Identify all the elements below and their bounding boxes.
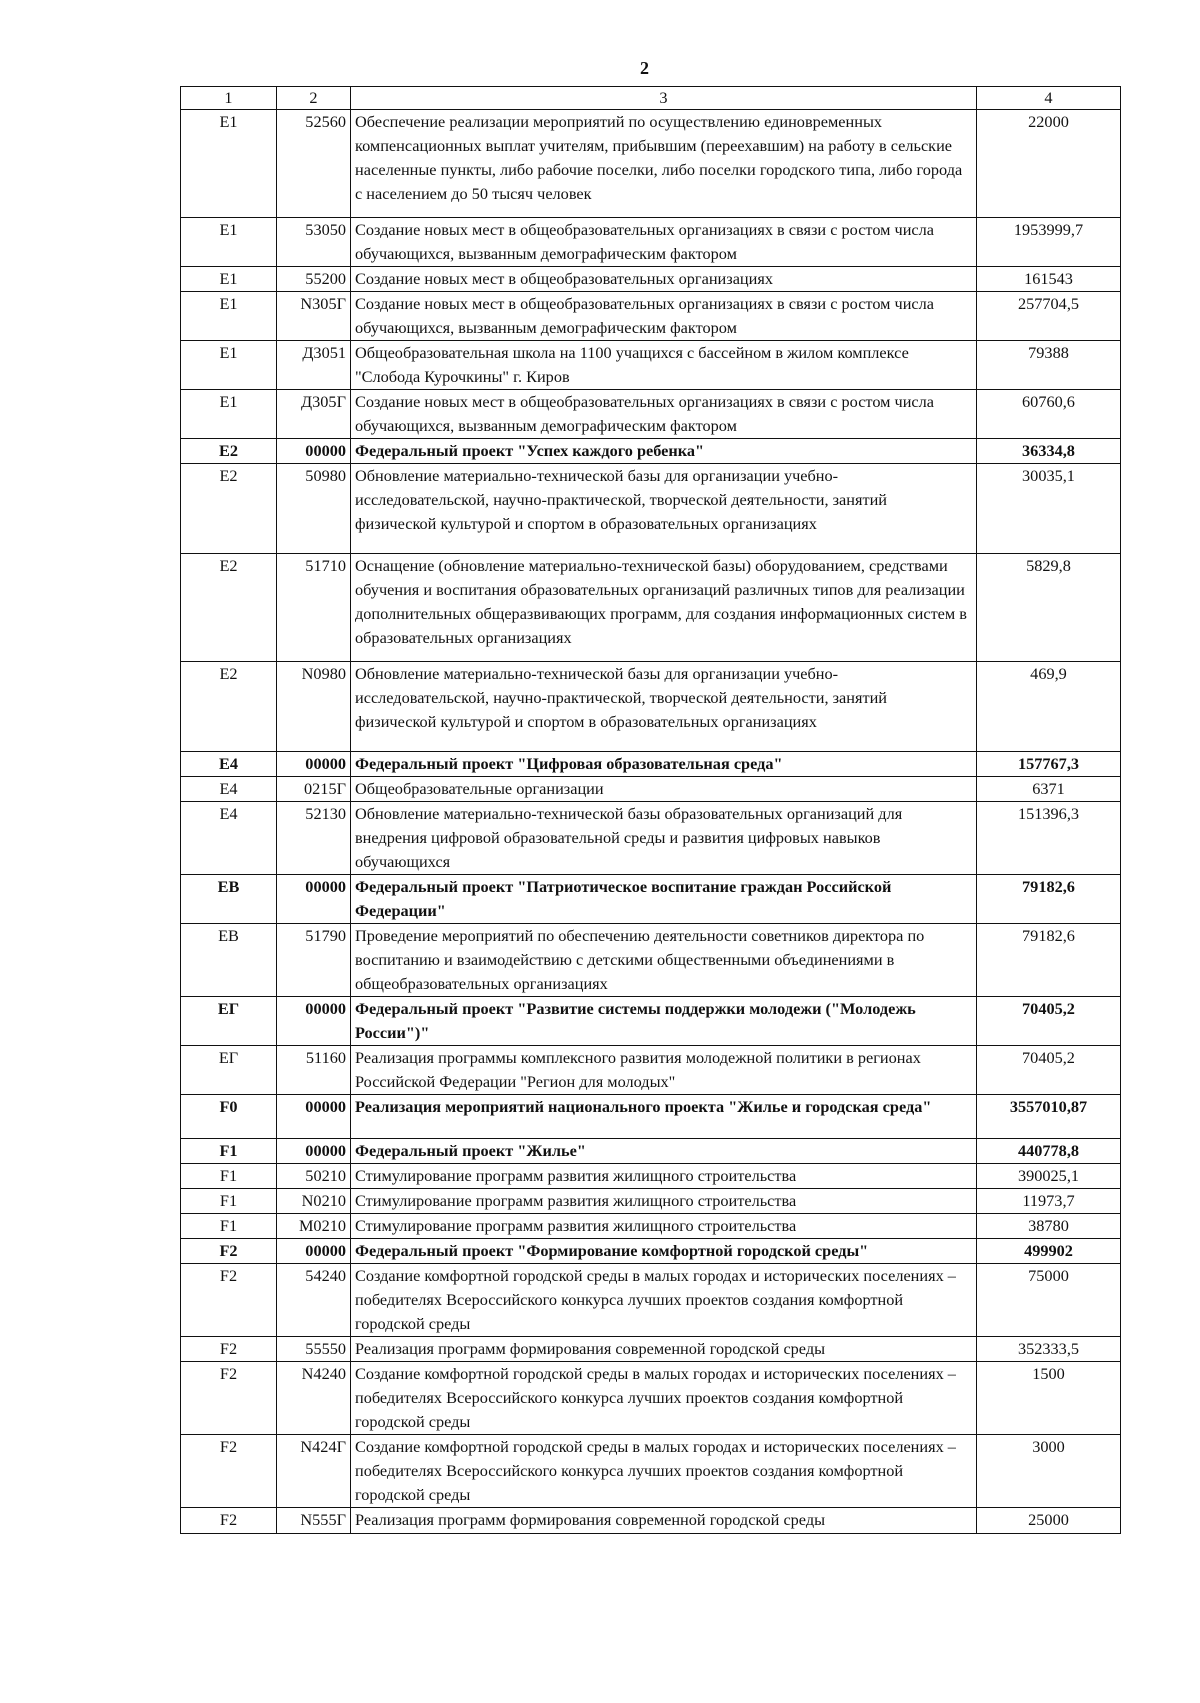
code-cell: 0215Г — [277, 777, 351, 802]
category-cell: F2 — [181, 1264, 277, 1337]
amount-cell: 352333,5 — [977, 1337, 1121, 1362]
description-cell: Федеральный проект "Жилье" — [351, 1139, 977, 1164]
code-cell: Д3051 — [277, 341, 351, 390]
code-cell: 00000 — [277, 1239, 351, 1264]
table-row — [181, 1264, 1121, 1337]
code-cell: 53050 — [277, 218, 351, 267]
budget-table — [180, 86, 1121, 1534]
category-cell: EГ — [181, 1046, 277, 1095]
table-row — [181, 439, 1121, 464]
code-cell: 52560 — [277, 110, 351, 218]
amount-cell: 1500 — [977, 1362, 1121, 1435]
table-row — [181, 875, 1121, 924]
amount-cell: 70405,2 — [977, 997, 1121, 1046]
page-number: 2 — [640, 58, 649, 78]
category-cell: E4 — [181, 752, 277, 777]
table-row — [181, 1508, 1121, 1534]
amount-cell: 390025,1 — [977, 1164, 1121, 1189]
description-cell: Стимулирование программ развития жилищного строительства — [351, 1189, 977, 1214]
table-body — [181, 110, 1121, 1534]
category-cell: E2 — [181, 464, 277, 554]
description-cell: Создание новых мест в общеобразовательных организациях в связи с ростом числа обучающихся, вызванным демографическим фактором — [351, 390, 977, 439]
description-cell: Федеральный проект "Развитие системы поддержки молодежи ("Молодежь России")" — [351, 997, 977, 1046]
table-row — [181, 292, 1121, 341]
category-cell: EB — [181, 924, 277, 997]
category-cell: E4 — [181, 777, 277, 802]
table-row — [181, 924, 1121, 997]
description-cell: Обновление материально-технической базы для организации учебно-исследовательской, научно-практической, творческой деятельности, занятий физической культурой и спортом в образовательных организациях — [351, 464, 977, 554]
header-row — [181, 87, 1121, 110]
category-cell: E1 — [181, 341, 277, 390]
amount-cell: 499902 — [977, 1239, 1121, 1264]
code-cell: 00000 — [277, 752, 351, 777]
amount-cell: 1953999,7 — [977, 218, 1121, 267]
header-col-2: 2 — [277, 87, 351, 110]
code-cell: N0210 — [277, 1189, 351, 1214]
header-col-3: 3 — [351, 87, 977, 110]
amount-cell: 75000 — [977, 1264, 1121, 1337]
description-cell: Реализация программы комплексного развития молодежной политики в регионах Российской Федерации "Регион для молодых" — [351, 1046, 977, 1095]
code-cell: N4240 — [277, 1362, 351, 1435]
code-cell: 54240 — [277, 1264, 351, 1337]
amount-cell: 11973,7 — [977, 1189, 1121, 1214]
table-row — [181, 1214, 1121, 1239]
amount-cell: 79388 — [977, 341, 1121, 390]
category-cell: F2 — [181, 1508, 277, 1534]
description-cell: Оснащение (обновление материально-технической базы) оборудованием, средствами обучения и воспитания образовательных организаций различных типов для реализации дополнительных общеразвивающих программ, для создания информационных систем в образовательных организациях — [351, 554, 977, 662]
code-cell: N0980 — [277, 662, 351, 752]
table-row — [181, 662, 1121, 752]
code-cell: 00000 — [277, 439, 351, 464]
code-cell: N424Г — [277, 1435, 351, 1508]
code-cell: 50210 — [277, 1164, 351, 1189]
code-cell: M0210 — [277, 1214, 351, 1239]
table-row — [181, 390, 1121, 439]
category-cell: E1 — [181, 110, 277, 218]
description-cell: Реализация программ формирования современной городской среды — [351, 1508, 977, 1534]
amount-cell: 36334,8 — [977, 439, 1121, 464]
amount-cell: 3557010,87 — [977, 1095, 1121, 1139]
category-cell: E2 — [181, 554, 277, 662]
code-cell: Д305Г — [277, 390, 351, 439]
amount-cell: 469,9 — [977, 662, 1121, 752]
code-cell: 55550 — [277, 1337, 351, 1362]
amount-cell: 30035,1 — [977, 464, 1121, 554]
category-cell: F0 — [181, 1095, 277, 1139]
table-row — [181, 267, 1121, 292]
description-cell: Реализация мероприятий национального проекта "Жилье и городская среда" — [351, 1095, 977, 1139]
category-cell: E1 — [181, 292, 277, 341]
code-cell: 51160 — [277, 1046, 351, 1095]
description-cell: Общеобразовательная школа на 1100 учащихся с бассейном в жилом комплексе "Слобода Курочкины" г. Киров — [351, 341, 977, 390]
code-cell: 51790 — [277, 924, 351, 997]
description-cell: Создание комфортной городской среды в малых городах и исторических поселениях – победителях Всероссийского конкурса лучших проектов создания комфортной городской среды — [351, 1435, 977, 1508]
amount-cell: 3000 — [977, 1435, 1121, 1508]
table-row — [181, 1362, 1121, 1435]
header-col-4: 4 — [977, 87, 1121, 110]
category-cell: E1 — [181, 218, 277, 267]
code-cell: 55200 — [277, 267, 351, 292]
table-row — [181, 1239, 1121, 1264]
description-cell: Стимулирование программ развития жилищного строительства — [351, 1214, 977, 1239]
header-col-1: 1 — [181, 87, 277, 110]
table-row — [181, 1435, 1121, 1508]
amount-cell: 6371 — [977, 777, 1121, 802]
table-row — [181, 554, 1121, 662]
amount-cell: 25000 — [977, 1508, 1121, 1534]
table-row — [181, 777, 1121, 802]
amount-cell: 79182,6 — [977, 924, 1121, 997]
table-row — [181, 464, 1121, 554]
amount-cell: 257704,5 — [977, 292, 1121, 341]
description-cell: Федеральный проект "Цифровая образовательная среда" — [351, 752, 977, 777]
category-cell: F2 — [181, 1435, 277, 1508]
table-row — [181, 1139, 1121, 1164]
category-cell: F1 — [181, 1164, 277, 1189]
amount-cell: 70405,2 — [977, 1046, 1121, 1095]
table-row — [181, 341, 1121, 390]
table-header — [181, 87, 1121, 110]
table-row — [181, 752, 1121, 777]
category-cell: E4 — [181, 802, 277, 875]
table-row — [181, 1164, 1121, 1189]
table-row — [181, 802, 1121, 875]
description-cell: Общеобразовательные организации — [351, 777, 977, 802]
code-cell: 00000 — [277, 1139, 351, 1164]
category-cell: EГ — [181, 997, 277, 1046]
description-cell: Создание комфортной городской среды в малых городах и исторических поселениях – победителях Всероссийского конкурса лучших проектов создания комфортной городской среды — [351, 1264, 977, 1337]
description-cell: Федеральный проект "Патриотическое воспитание граждан Российской Федерации" — [351, 875, 977, 924]
code-cell: 52130 — [277, 802, 351, 875]
amount-cell: 38780 — [977, 1214, 1121, 1239]
category-cell: F1 — [181, 1139, 277, 1164]
category-cell: F1 — [181, 1189, 277, 1214]
category-cell: E2 — [181, 439, 277, 464]
code-cell: 51710 — [277, 554, 351, 662]
amount-cell: 5829,8 — [977, 554, 1121, 662]
description-cell: Обновление материально-технической базы для организации учебно-исследовательской, научно-практической, творческой деятельности, занятий физической культурой и спортом в образовательных организациях — [351, 662, 977, 752]
amount-cell: 60760,6 — [977, 390, 1121, 439]
table-row — [181, 1046, 1121, 1095]
description-cell: Создание новых мест в общеобразовательных организациях в связи с ростом числа обучающихся, вызванным демографическим фактором — [351, 292, 977, 341]
description-cell: Федеральный проект "Успех каждого ребенка" — [351, 439, 977, 464]
table-row — [181, 218, 1121, 267]
code-cell: 50980 — [277, 464, 351, 554]
description-cell: Реализация программ формирования современной городской среды — [351, 1337, 977, 1362]
amount-cell: 22000 — [977, 110, 1121, 218]
amount-cell: 440778,8 — [977, 1139, 1121, 1164]
code-cell: N305Г — [277, 292, 351, 341]
category-cell: E1 — [181, 267, 277, 292]
category-cell: E2 — [181, 662, 277, 752]
description-cell: Обновление материально-технической базы образовательных организаций для внедрения цифровой образовательной среды и развития цифровых навыков обучающихся — [351, 802, 977, 875]
description-cell: Обеспечение реализации мероприятий по осуществлению единовременных компенсационных выплат учителям, прибывшим (переехавшим) на работу в сельские населенные пункты, либо рабочие поселки, либо поселки городского типа, либо города с населением до 50 тысяч человек — [351, 110, 977, 218]
amount-cell: 161543 — [977, 267, 1121, 292]
code-cell: 00000 — [277, 997, 351, 1046]
amount-cell: 151396,3 — [977, 802, 1121, 875]
category-cell: F1 — [181, 1214, 277, 1239]
description-cell: Проведение мероприятий по обеспечению деятельности советников директора по воспитанию и взаимодействию с детскими общественными объединениями в общеобразовательных организациях — [351, 924, 977, 997]
code-cell: N555Г — [277, 1508, 351, 1534]
description-cell: Создание комфортной городской среды в малых городах и исторических поселениях – победителях Всероссийского конкурса лучших проектов создания комфортной городской среды — [351, 1362, 977, 1435]
description-cell: Создание новых мест в общеобразовательных организациях в связи с ростом числа обучающихся, вызванным демографическим фактором — [351, 218, 977, 267]
description-cell: Стимулирование программ развития жилищного строительства — [351, 1164, 977, 1189]
table-row — [181, 1337, 1121, 1362]
description-cell: Федеральный проект "Формирование комфортной городской среды" — [351, 1239, 977, 1264]
description-cell: Создание новых мест в общеобразовательных организациях — [351, 267, 977, 292]
category-cell: F2 — [181, 1239, 277, 1264]
amount-cell: 79182,6 — [977, 875, 1121, 924]
table-row — [181, 997, 1121, 1046]
amount-cell: 157767,3 — [977, 752, 1121, 777]
table-row — [181, 110, 1121, 218]
category-cell: EB — [181, 875, 277, 924]
table-row — [181, 1189, 1121, 1214]
code-cell: 00000 — [277, 1095, 351, 1139]
table-row — [181, 1095, 1121, 1139]
code-cell: 00000 — [277, 875, 351, 924]
category-cell: E1 — [181, 390, 277, 439]
category-cell: F2 — [181, 1337, 277, 1362]
category-cell: F2 — [181, 1362, 277, 1435]
